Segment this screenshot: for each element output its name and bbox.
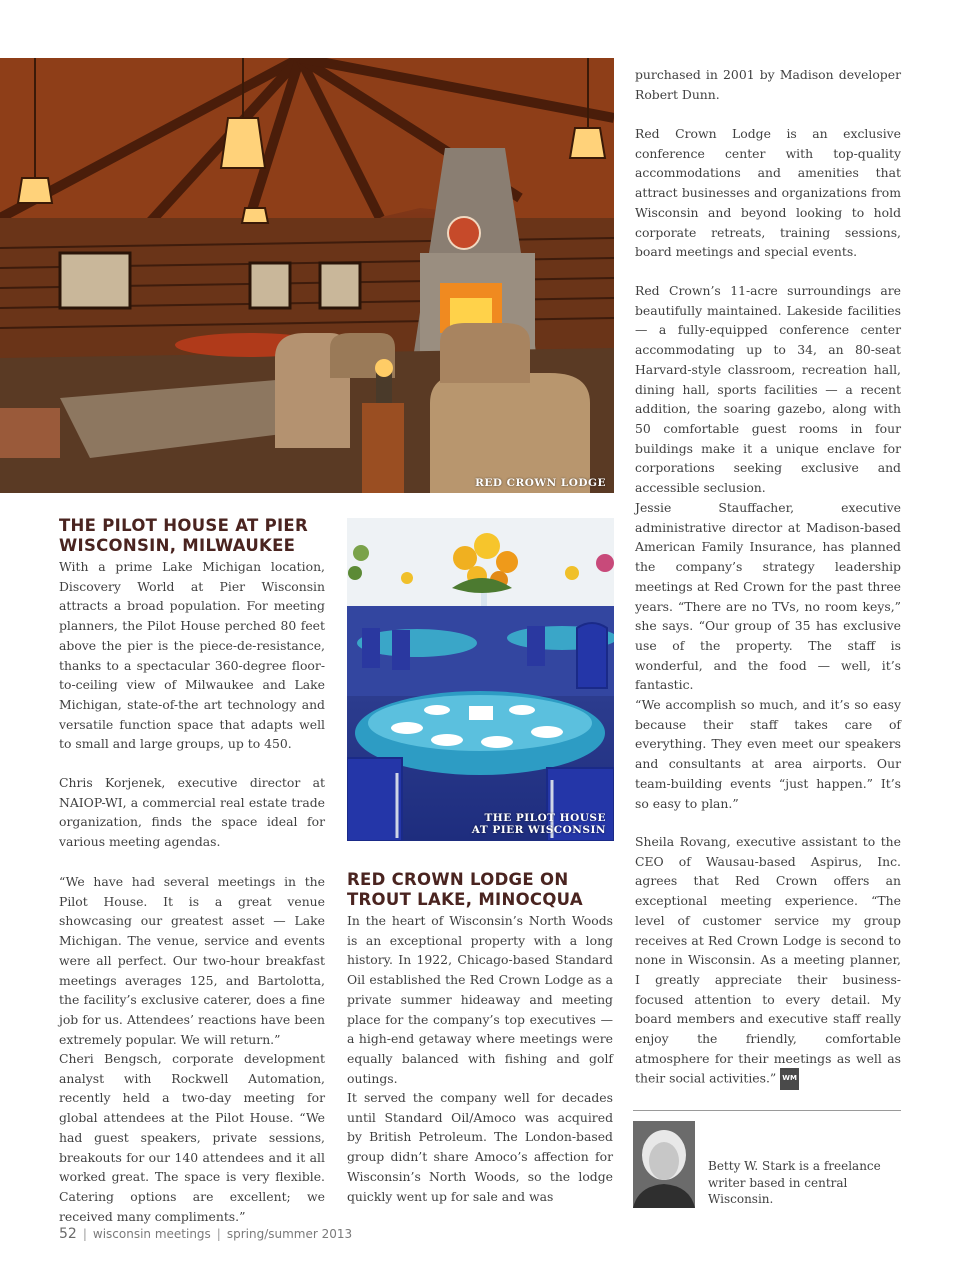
right-paragraph-2: Red Crown Lodge is an exclusive conference center with top-quality accommodations and amenities that attract businesses and organizations from Wisconsin and beyond looking to hold corporate retreats, training sessions, board meetings and special events.	[635, 126, 901, 260]
pilot-house-heading	[59, 516, 325, 556]
pilot-heading-line1: THE PILOT HOUSE AT PIER	[59, 516, 308, 535]
lodge-photo-caption: RED CROWN LODGE	[475, 477, 606, 489]
red-crown-section	[347, 870, 613, 910]
pilot-house-paragraph-1: With a prime Lake Michigan location, Discovery World at Pier Wisconsin attracts a broad population. For meeting planners, the Pilot House perched 80 feet above the pier is the piece-de-resistance, thanks to a spectacular 360-degree floor-to-ceiling view of Milwaukee and Lake Michigan, state-of-the art technology and versatile function space that adapts well to small and large groups, up to 450.	[59, 559, 325, 752]
issue-label: spring/summer 2013	[226, 1227, 353, 1241]
red-crown-paragraph-2: It served the company well for decades until Standard Oil/Amoco was acquired by British Petroleum. The London-based group didn’t share Amoco’s affection for Wisconsin’s North Woods, so the lodge quickly went up for sale and was	[347, 1090, 613, 1204]
end-mark: WM	[780, 1068, 799, 1090]
page-footer	[59, 1226, 352, 1242]
page-number: 52	[59, 1226, 77, 1242]
right-paragraph-6: Sheila Rovang, executive assistant to the CEO of Wausau-based Aspirus, Inc. agrees that Red Crown offers an exceptional meeting experience. “The level of customer service my group receives at Red Crown Lodge is second to none in Wisconsin. As a meeting planner, I greatly appreciate their business-focused attention to every detail. My board members and executive staff really enjoy the friendly, comfortable atmosphere for their meetings as well as their social activities.”	[635, 834, 901, 1086]
pilot-heading-line2: WISCONSIN, MILWAUKEE	[59, 536, 296, 555]
author-portrait-illustration	[633, 1121, 695, 1208]
bio-divider	[633, 1110, 901, 1111]
pilot-house-paragraph-2: Chris Korjenek, executive director at NAIOP-WI, a commercial real estate trade organization, finds the space ideal for various meeting agendas.	[59, 775, 325, 850]
red-crown-heading-line1: RED CROWN LODGE ON	[347, 870, 569, 889]
magazine-name: wisconsin meetings	[92, 1227, 211, 1241]
banquet-table-illustration	[347, 518, 614, 841]
red-crown-heading-line2: TROUT LAKE, MINOCQUA	[347, 890, 583, 909]
pilot-caption-line1: THE PILOT HOUSE	[484, 812, 606, 824]
right-paragraph-5: “We accomplish so much, and it’s so easy because their staff takes care of everything. They even meet our speakers and consultants at area airports. Our team-building events “just happen.” It’s so easy to plan.”	[635, 697, 901, 811]
right-paragraph-1: purchased in 2001 by Madison developer Robert Dunn.	[635, 67, 901, 102]
pilot-house-paragraph-4: Cheri Bengsch, corporate development analyst with Rockwell Automation, recently held a two-day meeting for global attendees at the Pilot House. “We had guest speakers, private sessions, breakouts for our 140 attendees and it all worked great. The space is very flexible. Catering options are excellent; we received many compliments.”	[59, 1051, 325, 1224]
footer-separator: |	[216, 1227, 221, 1241]
pilot-house-photo	[347, 518, 614, 841]
pilot-house-section	[59, 516, 325, 556]
lodge-interior-illustration	[0, 58, 614, 493]
pilot-caption-line2: AT PIER WISCONSIN	[471, 824, 606, 836]
right-paragraph-6-block	[635, 832, 901, 1090]
pilot-house-quote: “We have had several meetings in the Pilot House. It is a great venue showcasing our greatest asset — Lake Michigan. The venue, service and events were all perfect. Our two-hour breakfast meetings averages 125, and Bartolotta, the facility’s exclusive caterer, does a fine job for us. Attendees’ reactions have been extremely popular. We will return.”	[59, 874, 325, 1047]
author-portrait	[633, 1121, 695, 1208]
right-paragraph-4: Jessie Stauffacher, executive administrative director at Madison-based American Family Insurance, has planned the company’s strategy leadership meetings at Red Crown for the past three years. “There are no TVs, no room keys,” she says. “Our group of 35 has exclusive use of the property. The staff is wonderful, and the food — well, it’s fantastic.	[635, 500, 901, 693]
lodge-interior-photo	[0, 58, 614, 493]
red-crown-heading	[347, 870, 613, 910]
footer-separator: |	[82, 1227, 87, 1241]
right-paragraph-3: Red Crown’s 11-acre surroundings are beautifully maintained. Lakeside facilities — a fully-equipped conference center accommodating up to 34, an 80-seat Harvard-style classroom, recreation hall, dining hall, sports facilities — a recent addition, the soaring gazebo, along with 50 comfortable guest rooms in four buildings make it a unique enclave for corporations seeking exclusive and accessible seclusion.	[635, 283, 901, 496]
red-crown-paragraph-1: In the heart of Wisconsin’s North Woods is an exceptional property with a long history. In 1922, Chicago-based Standard Oil established the Red Crown Lodge as a private summer hideaway and meeting place for the company’s top executives — a high-end getaway where meetings were equally balanced with fishing and golf outings.	[347, 913, 613, 1086]
author-bio: Betty W. Stark is a freelance writer based in central Wisconsin.	[708, 1159, 881, 1206]
pilot-photo-caption	[472, 812, 606, 836]
